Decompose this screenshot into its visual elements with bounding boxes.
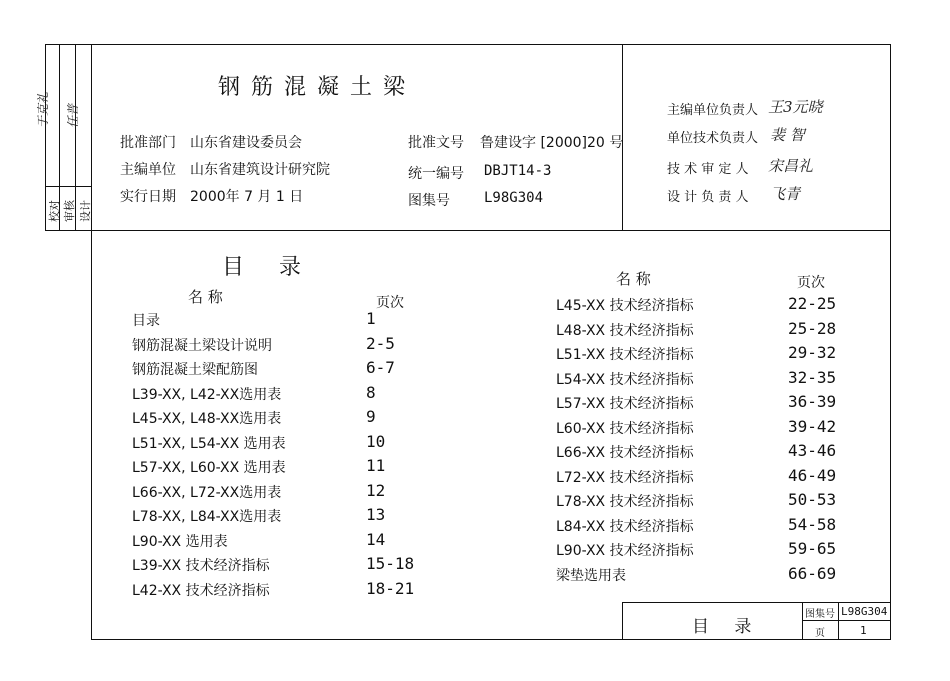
toc-item-page: 32-35 <box>788 367 837 387</box>
title-block-mid <box>802 620 891 621</box>
toc-item-name: L72-XX 技术经济指标 <box>556 469 694 486</box>
atlas-no-value: L98G304 <box>484 190 544 206</box>
toc-item-name: L57-XX 技术经济指标 <box>556 396 694 412</box>
toc-item-page: 10 <box>366 431 386 451</box>
toc-item-page: 8 <box>366 382 376 402</box>
toc-item-name: L90-XX 技术经济指标 <box>556 543 694 559</box>
toc-item-name: L39-XX 技术经济指标 <box>132 558 270 574</box>
toc-item-page: 12 <box>366 480 386 500</box>
toc-item-page: 15-18 <box>366 554 415 573</box>
title-block-top <box>622 602 891 603</box>
toc-item-page: 1 <box>366 309 376 328</box>
toc-item-page: 54-58 <box>788 514 837 534</box>
tech-head-label: 单位技术负责人 <box>667 131 759 146</box>
tech-review-signature: 宋昌礼 <box>768 157 814 175</box>
toc-item-name: L57-XX, L60-XX 选用表 <box>132 460 286 476</box>
toc-item-page: 13 <box>366 505 386 524</box>
toc-item-page: 36-39 <box>788 392 837 411</box>
document-title: 钢 筋 混 凝 土 梁 <box>218 75 407 100</box>
editor-unit-label: 主编单位 <box>120 162 176 178</box>
design-head-signature: 飞青 <box>770 185 801 203</box>
frame-bottom-line <box>91 639 891 640</box>
title-block-col <box>838 602 839 640</box>
toc-item-page: 59-65 <box>788 539 837 558</box>
toc-item-page: 18-21 <box>366 578 415 598</box>
toc-item-name: 梁垫选用表 <box>556 567 626 584</box>
editor-head-signature: 王3元晓 <box>768 98 823 116</box>
margin-signature-2: 任普 <box>66 103 80 128</box>
approval-dept-label: 批准部门 <box>120 135 176 151</box>
design-head-label: 设 计 负 责 人 <box>667 190 749 205</box>
frame-right-line <box>890 44 891 640</box>
toc-item-name: 钢筋混凝土梁配筋图 <box>132 362 258 378</box>
margin-signature-1: 于克礼 <box>36 91 50 128</box>
atlas-value: L98G304 <box>841 605 888 618</box>
effective-date-value: 2000年 7 月 1 日 <box>190 189 304 205</box>
approval-doc-value: 鲁建设字 [2000]20 号 <box>480 135 624 151</box>
toc-item-name: L60-XX 技术经济指标 <box>556 420 694 437</box>
approval-doc-label: 批准文号 <box>408 135 464 151</box>
toc-left-name-header: 名 称 <box>188 288 223 306</box>
toc-right-name-header: 名 称 <box>616 270 651 288</box>
title-block-left <box>622 602 623 640</box>
toc-item-page: 11 <box>366 456 386 475</box>
toc-item-name: L39-XX, L42-XX选用表 <box>132 386 282 403</box>
toc-item-page: 9 <box>366 407 376 426</box>
toc-item-name: 目录 <box>132 313 160 329</box>
toc-item-name: L78-XX, L84-XX选用表 <box>132 509 282 525</box>
toc-item-name: L90-XX 选用表 <box>132 533 228 550</box>
page-value: 1 <box>860 624 867 637</box>
header-bottom-line <box>91 230 891 231</box>
toc-item-name: L45-XX 技术经济指标 <box>556 298 694 314</box>
editor-head-label: 主编单位负责人 <box>667 103 759 118</box>
toc-item-name: 钢筋混凝土梁设计说明 <box>132 337 272 354</box>
atlas-label: 图集号 <box>805 609 835 620</box>
toc-item-name: L51-XX, L54-XX 选用表 <box>132 435 286 452</box>
toc-item-page: 14 <box>366 529 386 549</box>
margin-label-3: 设计 <box>79 200 92 222</box>
atlas-no-label: 图集号 <box>408 193 450 209</box>
toc-item-name: L48-XX 技术经济指标 <box>556 322 694 339</box>
margin-row <box>45 186 92 187</box>
tech-review-label: 技 术 审 定 人 <box>667 162 749 177</box>
toc-item-page: 43-46 <box>788 441 837 460</box>
page-label: 页 <box>815 628 825 639</box>
toc-item-name: L66-XX 技术经济指标 <box>556 445 694 461</box>
toc-item-name: L78-XX 技术经济指标 <box>556 494 694 510</box>
toc-item-name: L51-XX 技术经济指标 <box>556 347 694 363</box>
toc-item-name: L66-XX, L72-XX选用表 <box>132 484 282 501</box>
unified-no-value: DBJT14-3 <box>484 163 552 179</box>
margin-bottom <box>45 230 92 231</box>
editor-unit-value: 山东省建筑设计研究院 <box>190 162 330 178</box>
margin-label-1: 校对 <box>48 200 61 222</box>
frame-left-line <box>91 44 92 640</box>
effective-date-label: 实行日期 <box>120 189 176 205</box>
toc-item-page: 6-7 <box>366 358 395 377</box>
toc-item-page: 66-69 <box>788 563 837 583</box>
approval-dept-value: 山东省建设委员会 <box>190 135 302 151</box>
toc-left-page-header: 页次 <box>376 295 404 311</box>
sheet-title: 目 录 <box>692 617 762 637</box>
toc-item-page: 29-32 <box>788 343 837 362</box>
toc-item-name: L84-XX 技术经济指标 <box>556 518 694 535</box>
margin-label-2: 审核 <box>63 200 76 222</box>
toc-item-page: 22-25 <box>788 294 837 313</box>
toc-item-name: L54-XX 技术经济指标 <box>556 371 694 388</box>
title-block-divider <box>802 602 803 640</box>
toc-item-page: 46-49 <box>788 465 837 485</box>
toc-item-page: 39-42 <box>788 416 837 436</box>
frame-top-line <box>45 44 891 45</box>
toc-item-page: 2-5 <box>366 333 395 353</box>
toc-item-page: 25-28 <box>788 318 837 338</box>
toc-heading: 目 录 <box>222 255 315 280</box>
tech-head-signature: 裴 智 <box>770 126 805 144</box>
toc-right-page-header: 页次 <box>797 275 825 291</box>
toc-item-name: L42-XX 技术经济指标 <box>132 582 270 599</box>
unified-no-label: 统一编号 <box>408 166 464 182</box>
toc-item-page: 50-53 <box>788 490 837 509</box>
toc-item-name: L45-XX, L48-XX选用表 <box>132 411 282 427</box>
